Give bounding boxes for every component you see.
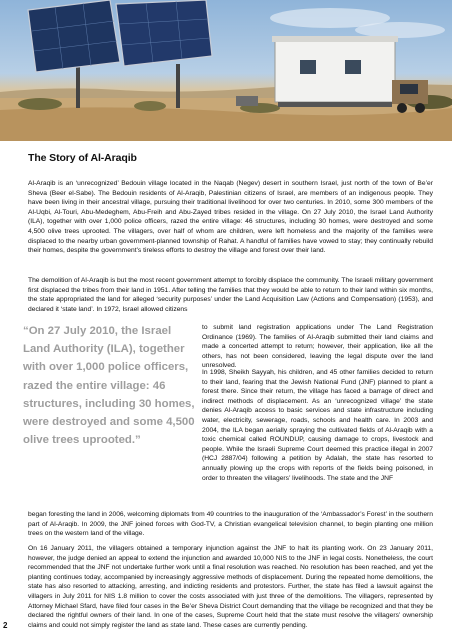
pull-quote: “On 27 July 2010, the Israel Land Authority (ILA), together with over 1,000 police officers, razed the entire village: 46 structures, including 30 homes, were destroyed and some 4,500 olive trees uprooted.”	[23, 325, 195, 447]
article-title: The Story of Al-Araqib	[28, 152, 137, 164]
paragraph-displacement-history: The demolition of Al-Araqib is but the most recent government attempt to forcibly displace the community. The Israeli military government first displaced the tribes from their land in 1951. After telling the families that they would be able to return to their land within six months, the state appropriated the land for alleged ‘security purposes’ under the Land Acquisition Law (Actions and Compensation) (1953), and declared it ‘state land’. In 1972, Israel allowed citizens	[28, 277, 433, 313]
photo-illustration	[0, 0, 452, 141]
paragraph-land-registration: to submit land registration applications under The Land Registration Ordinance (1969). The families of Al-Araqib submitted their land claims and made a concerted attempt to return; however, their application, like all the others, has not been considered, leaving the legal dispute over the land unresolved.	[202, 324, 433, 370]
paragraph-intro: Al-Araqib is an ‘unrecognized’ Bedouin village located in the Naqab (Negev) desert in southern Israel, just north of the town of Be’er Sheva (Beer el-Sabe). The Bedouin residents of Al-Araqib, Palestinian citizens of Israel, are members of an indigenous people. They have been living in their ancestral village, pursuing their traditional livelihood for over two centuries. In 2010, some 300 members of the Al-Uqbi, Al-Touri, Abu-Medeghem, Abu-Freih and Abu-Zayed tribes resided in the village. On 27 July 2010, the Israel Land Authority (ILA), together with over 1,000 police officers, razed the entire village: 46 structures, including 30 homes, were destroyed and some 4,500 olive trees uprooted. The villagers, over half of whom are children, were left homeless and the majority of the families were displaced to the nearby urban government-planned township of Rahat. A handful of families have vowed to stay; they continually rebuild their homes, despite the government’s tireless efforts to destroy the village and forest over their land.	[28, 180, 433, 255]
header-photo	[0, 0, 452, 141]
page-number: 2	[3, 621, 8, 630]
paragraph-foresting: began foresting the land in 2006, welcoming diplomats from 49 countries to the inauguration of the ‘Ambassador’s Forest’ in the southern part of Al-Araqib. In 2009, the JNF joined forces with God-TV, a Christian evangelical television channel, to begin planting one million trees on the western land of the village.	[28, 511, 433, 538]
paragraph-injunction: On 16 January 2011, the villagers obtained a temporary injunction against the JNF to halt its planting work. On 23 January 2011, however, the judge denied an appeal to extend the injunction and awarded 10,000 NIS to the JNF in legal costs. Nonetheless, the court recommended that the JNF not undertake further work until a final resolution was reached. No resolution has been reached, and yet the planting continues today, accompanied by increasingly aggressive methods of displacement. During the repeated home demolitions, the state has also resorted to attacking, arresting, and indicting residents and protestors. Further, the state has filed a lawsuit against the villagers in July 2011 for NIS 1.8 million to cover the costs associated with just three of the demolitions. The villagers, represented by Attorney Michael Sfard, have filed four cases in the Be’er Sheva District Court demanding that the village be recognized and that they be declared the rightful owners of their land. In one of the cases, Supreme Court held that the state must resolve the villagers’ ownership claims and could not simply register the land as state land. These cases are currently pending.	[28, 545, 433, 629]
paragraph-return-1998: In 1998, Sheikh Sayyah, his children, and 45 other families decided to return to their land, fearing that the Jewish National Fund (JNF) planned to plant a forest there. Since their return, the village has faced a barrage of direct and indirect methods of displacement. As an ‘unrecognized village’ the state denies Al-Araqib access to basic services and state infrastructure including water, electricity, sewerage, roads, schools and health care. In 2003 and 2004, the ILA began aerially spraying the cultivated fields of Al-Araqib with a toxic chemical called ROUNDUP, causing damage to crops, livestock and people. While the Israeli Supreme Court deemed this practice illegal in 2007 (HCJ 2887/04) following a petition by Adalah, the state has resorted to annually plowing up the crops with reports of the fields being poisoned, in order to threaten the villagers’ livelihoods. The state and the JNF	[202, 369, 433, 482]
